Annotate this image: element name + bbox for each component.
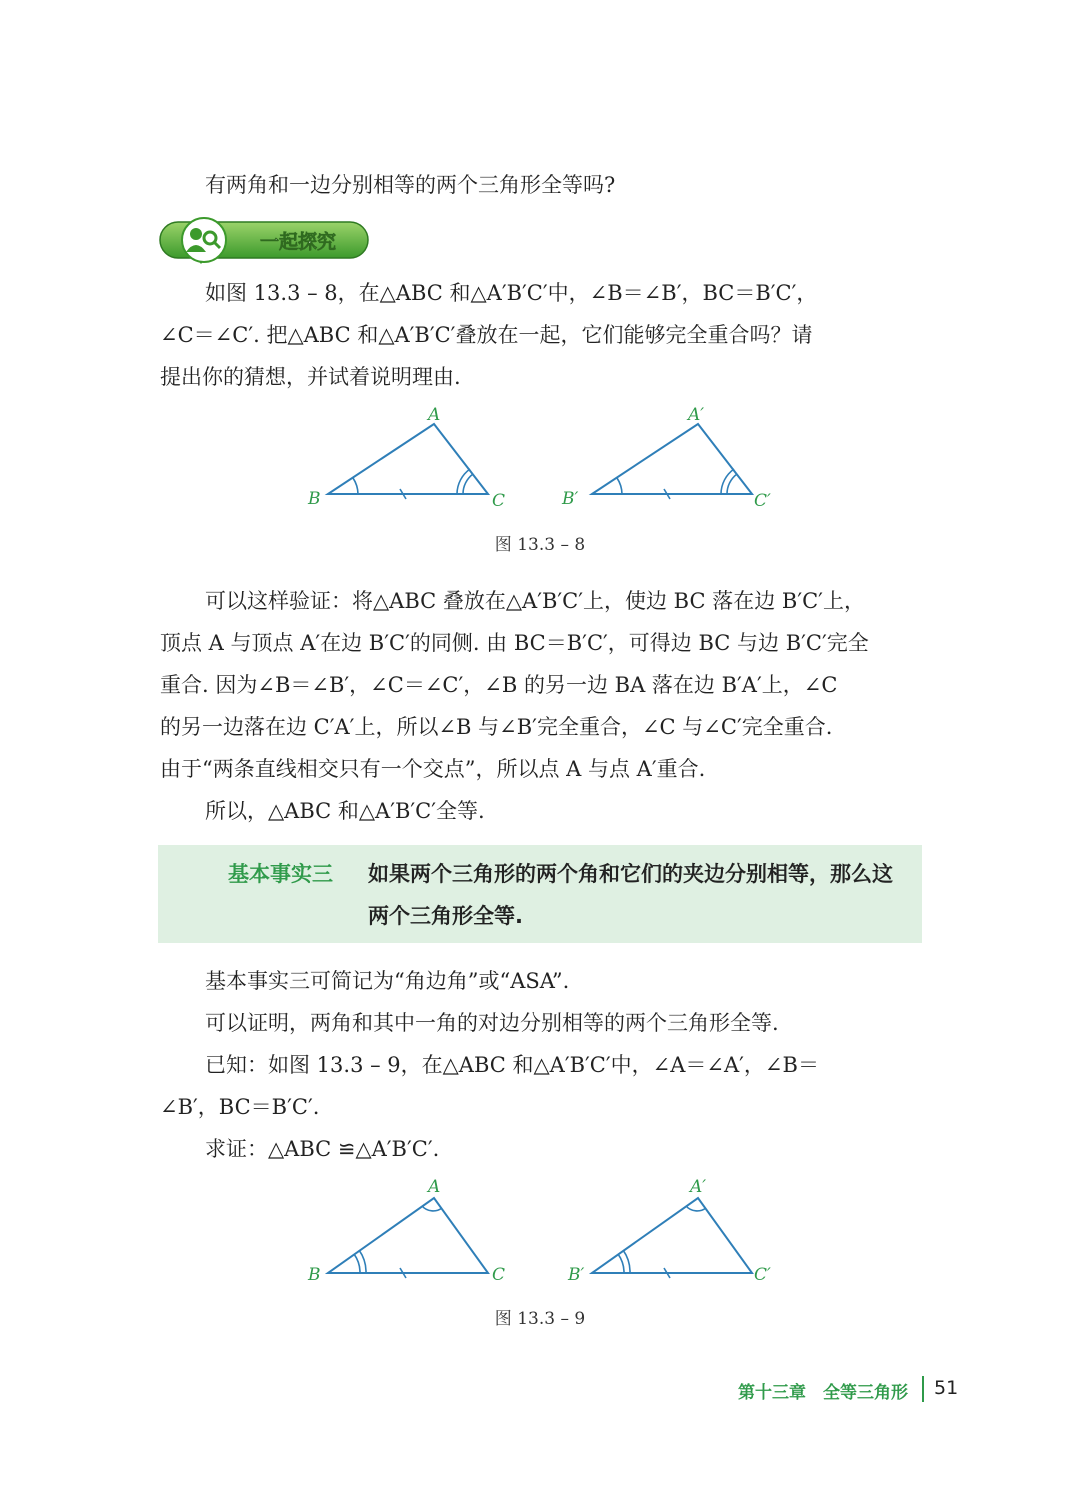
basic-fact-title: 基本事实三 <box>228 862 333 886</box>
footer-divider <box>922 1376 924 1402</box>
label-b: B <box>308 489 321 509</box>
provable-line: 可以证明，两角和其中一角的对边分别相等的两个三角形全等. <box>205 1011 779 1035</box>
figure-13-3-9 <box>300 1170 790 1288</box>
label-b-2: B <box>308 1265 321 1285</box>
footer-chapter: 第十三章 全等三角形 <box>738 1383 908 1403</box>
proof-line-5: 由于“两条直线相交只有一个交点”，所以点 A 与点 A′重合. <box>160 757 706 781</box>
figure-caption-1: 图 13.3 – 8 <box>494 535 586 555</box>
intro-question: 有两角和一边分别相等的两个三角形全等吗? <box>205 173 616 197</box>
explore-line-1: 如图 13.3 – 8，在△ABC 和△A′B′C′中，∠B＝∠B′，BC＝B′C′， <box>205 281 818 305</box>
proof-line-1: 可以这样验证：将△ABC 叠放在△A′B′C′上，使边 BC 落在边 B′C′上， <box>205 589 865 613</box>
triangle-a1b1c1-2 <box>567 1177 771 1285</box>
triangle-abc-2 <box>307 1177 505 1285</box>
given-line-2: ∠B′，BC＝B′C′. <box>160 1095 320 1119</box>
basic-fact-box <box>158 845 922 943</box>
proof-line-3: 重合. 因为∠B＝∠B′，∠C＝∠C′，∠B 的另一边 BA 落在边 B′A′上，∠C <box>160 673 838 697</box>
label-a-prime-2: A′ <box>690 1177 707 1197</box>
triangle-a1b1c1 <box>561 405 771 511</box>
abbrev-line: 基本事实三可简记为“角边角”或“ASA”. <box>205 969 570 993</box>
label-c-2: C <box>492 1265 506 1285</box>
label-c: C <box>492 491 506 511</box>
label-c-prime-2: C′ <box>754 1265 771 1285</box>
explore-badge <box>158 216 370 264</box>
proof-conclusion: 所以，△ABC 和△A′B′C′全等. <box>205 799 485 823</box>
triangle-abc <box>307 405 505 511</box>
figure-13-3-8 <box>300 400 790 518</box>
label-a-prime: A′ <box>688 405 705 425</box>
figure-caption-2: 图 13.3 – 9 <box>494 1309 586 1329</box>
label-c-prime: C′ <box>754 491 771 511</box>
proof-line-2: 顶点 A 与顶点 A′在边 B′C′的同侧. 由 BC＝B′C′，可得边 BC 与边 B′C′完全 <box>160 631 869 655</box>
explore-line-3: 提出你的猜想，并试着说明理由. <box>160 365 461 389</box>
given-line-1: 已知：如图 13.3 – 9，在△ABC 和△A′B′C′中，∠A＝∠A′，∠B＝ <box>205 1053 819 1077</box>
label-b-prime-2: B′ <box>568 1265 585 1285</box>
proof-line-4: 的另一边落在边 C′A′上，所以∠B 与∠B′完全重合，∠C 与∠C′完全重合. <box>160 715 833 739</box>
basic-fact-text: 如果两个三角形的两个角和它们的夹边分别相等，那么这两个三角形全等. <box>368 862 893 928</box>
label-b-prime: B′ <box>562 489 579 509</box>
page-number: 51 <box>934 1377 959 1399</box>
label-a: A <box>428 405 441 425</box>
badge-label: 一起探究 <box>259 231 337 253</box>
explore-line-2: ∠C＝∠C′. 把△ABC 和△A′B′C′叠放在一起，它们能够完全重合吗？请 <box>160 323 813 347</box>
label-a-2: A <box>428 1177 441 1197</box>
prove-line: 求证：△ABC ≌△A′B′C′. <box>205 1137 440 1161</box>
